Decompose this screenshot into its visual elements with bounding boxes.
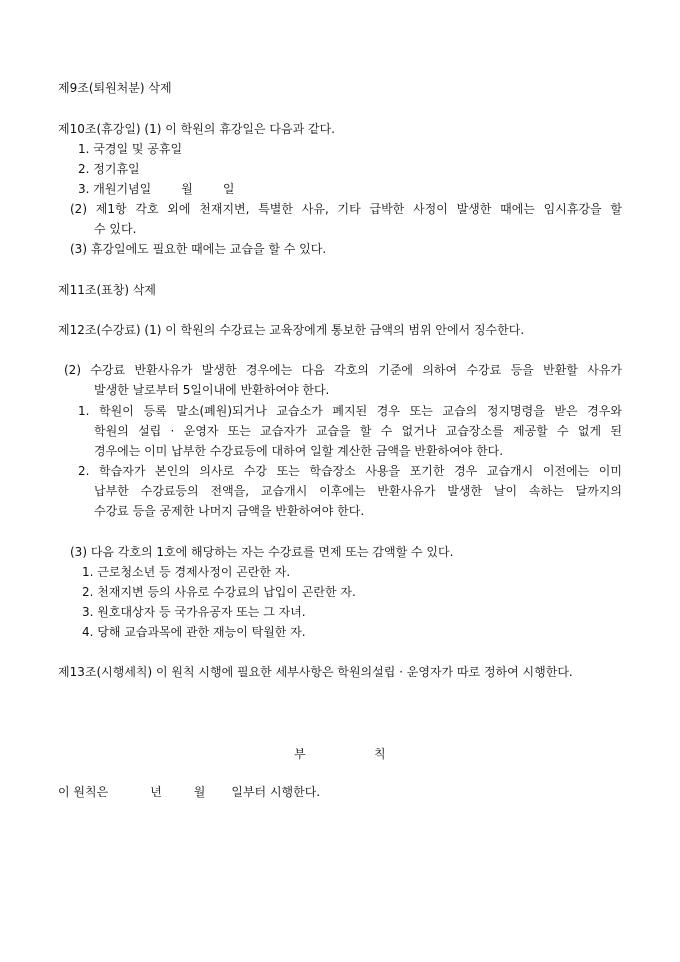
item-3-label: 3. 개원기념일 [78,182,152,196]
effective-year: 년 [150,785,162,799]
refund-item-1-line-2: 학원의 설립 · 운영자 또는 교습자가 교습을 할 수 없거나 교습장소를 제공할 수 없게 된 [94,424,622,438]
effective-prefix: 이 원칙은 [58,785,109,799]
article-10-heading: 제10조(휴강일) (1) 이 학원의 휴강일은 다음과 같다. [58,122,335,136]
article-10-para-3: (3) 휴강일에도 필요한 때에는 교습을 할 수 있다. [70,242,327,256]
effective-suffix: 일부터 시행한다. [231,785,321,799]
article-12-para-2-line-1: (2) 수강료 반환사유가 발생한 경우에는 다음 각호의 기준에 의하여 수강료 등을 반환할 사유가 [64,363,622,377]
article-10-para-2-line-2: 수 있다. [94,222,137,236]
article-13: 제13조(시행세칙) 이 원칙 시행에 필요한 세부사항은 학원의설립 · 운영자가 따로 정하여 시행한다. [58,665,573,679]
article-10-item-2: 2. 정기휴일 [78,162,140,176]
refund-item-1-line-1: 1. 학원이 등록 말소(폐원)되거나 교습소가 폐지된 경우 또는 교습의 정지명령을 받은 경우와 [78,404,622,418]
item-3-month: 월 [181,182,193,196]
article-12-heading: 제12조(수강료) (1) 이 학원의 수강료는 교육장에게 통보한 금액의 범위 안에서 징수한다. [58,323,525,337]
supplement-heading-right: 칙 [374,747,386,761]
article-10-item-3 [78,181,234,197]
article-11: 제11조(표창) 삭제 [58,283,156,297]
article-9: 제9조(퇴원처분) 삭제 [58,81,172,95]
article-10-para-2-line-1: (2) 제1항 각호 외에 천재지변, 특별한 사유, 기타 급박한 사정이 발생한 때에는 임시휴강을 할 [70,202,622,216]
item-3-day: 일 [222,182,235,196]
refund-item-1-line-3: 경우에는 이미 납부한 수강료등에 대하여 일할 계산한 금액을 반환하여야 한다. [94,444,504,458]
article-10-item-1: 1. 국경일 및 공휴일 [78,142,183,156]
refund-item-2-line-3: 수강료 등을 공제한 나머지 금액을 반환하여야 한다. [94,504,365,518]
exemption-item-3: 3. 원호대상자 등 국가유공자 또는 그 자녀. [82,605,306,619]
exemption-item-4: 4. 당해 교습과목에 관한 재능이 탁월한 자. [82,625,306,639]
refund-item-2-line-2: 납부한 수강료등의 전액을, 교습개시 이후에는 반환사유가 발생한 날이 속하는 달까지의 [94,484,622,498]
effective-month: 월 [193,785,206,799]
exemption-item-1: 1. 근로청소년 등 경제사정이 곤란한 자. [82,565,291,579]
refund-item-2-line-1: 2. 학습자가 본인의 의사로 수강 또는 학습장소 사용을 포기한 경우 교습개시 이전에는 이미 [78,464,622,478]
exemption-item-2: 2. 천재지변 등의 사유로 수강료의 납입이 곤란한 자. [82,585,356,599]
article-12-para-3-heading: (3) 다음 각호의 1호에 해당하는 자는 수강료를 면제 또는 감액할 수 있다. [70,545,454,559]
supplement-heading-left: 부 [294,747,306,761]
article-12-para-2-line-2: 발생한 날로부터 5일이내에 반환하여야 한다. [94,383,330,397]
effective-date-line [58,784,320,800]
